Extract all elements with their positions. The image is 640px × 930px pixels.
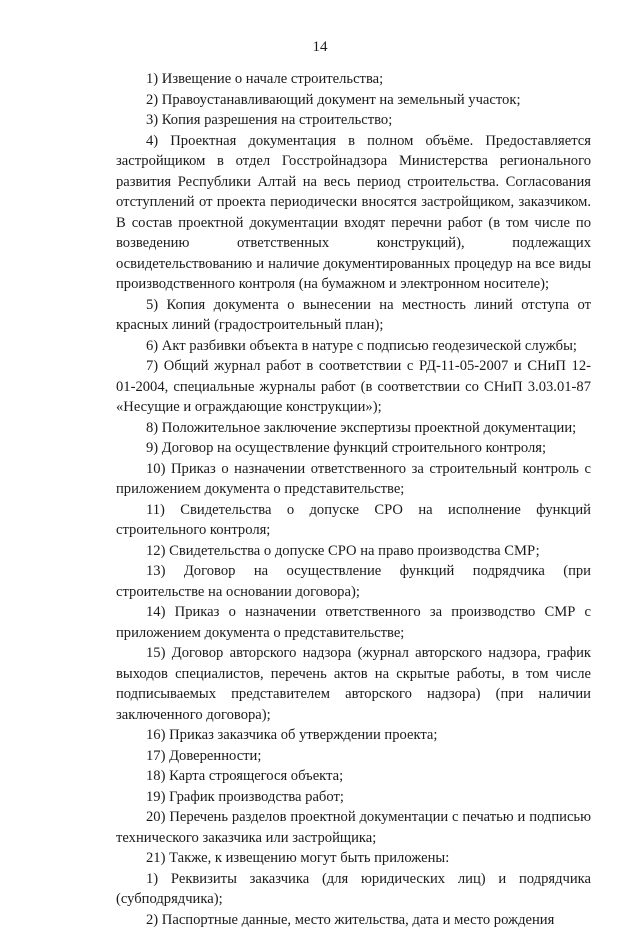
list-item: 18) Карта строящегося объекта; [116, 766, 591, 787]
list-item: 2) Паспортные данные, место жительства, дата и место рождения [116, 910, 591, 930]
document-body [116, 69, 591, 930]
list-item: 11) Свидетельства о допуске СРО на исполнение функций строительного контроля; [116, 500, 591, 541]
page-number: 14 [0, 37, 640, 57]
list-item: 17) Доверенности; [116, 746, 591, 767]
list-item: 13) Договор на осуществление функций подрядчика (при строительстве на основании договора); [116, 561, 591, 602]
list-item: 7) Общий журнал работ в соответствии с РД-11-05-2007 и СНиП 12-01-2004, специальные журналы работ (в соответствии со СНиП 3.03.01-87 «Несущие и ограждающие конструкции»); [116, 356, 591, 418]
list-item: 12) Свидетельства о допуске СРО на право производства СМР; [116, 541, 591, 562]
list-item: 10) Приказ о назначении ответственного за строительный контроль с приложением документа о представительстве; [116, 459, 591, 500]
list-item: 16) Приказ заказчика об утверждении проекта; [116, 725, 591, 746]
list-item: 2) Правоустанавливающий документ на земельный участок; [116, 90, 591, 111]
list-item: 1) Реквизиты заказчика (для юридических лиц) и подрядчика (субподрядчика); [116, 869, 591, 910]
list-item: 21) Также, к извещению могут быть приложены: [116, 848, 591, 869]
list-item: 8) Положительное заключение экспертизы проектной документации; [116, 418, 591, 439]
list-item: 19) График производства работ; [116, 787, 591, 808]
list-item: 20) Перечень разделов проектной документации с печатью и подписью технического заказчика или застройщика; [116, 807, 591, 848]
list-item: 3) Копия разрешения на строительство; [116, 110, 591, 131]
list-item: 4) Проектная документация в полном объёме. Предоставляется застройщиком в отдел Госстройнадзора Министерства регионального развития Республики Алтай на весь период строительства. Согласования отступлений от проекта периодически вносятся застройщиком, заказчиком. В состав проектной документации входят перечни работ (в том числе по возведению ответственных конструкций), подлежащих освидетельствованию и наличие документированных процедур на все виды производственного контроля (на бумажном и электронном носителе); [116, 131, 591, 295]
list-item: 9) Договор на осуществление функций строительного контроля; [116, 438, 591, 459]
list-item: 6) Акт разбивки объекта в натуре с подписью геодезической службы; [116, 336, 591, 357]
list-item: 5) Копия документа о вынесении на местность линий отступа от красных линий (градостроительный план); [116, 295, 591, 336]
list-item: 14) Приказ о назначении ответственного за производство СМР с приложением документа о представительстве; [116, 602, 591, 643]
list-item: 15) Договор авторского надзора (журнал авторского надзора, график выходов специалистов, перечень актов на скрытые работы, в том числе подписываемых представителем авторского надзора) (при наличии заключенного договора); [116, 643, 591, 725]
list-item: 1) Извещение о начале строительства; [116, 69, 591, 90]
